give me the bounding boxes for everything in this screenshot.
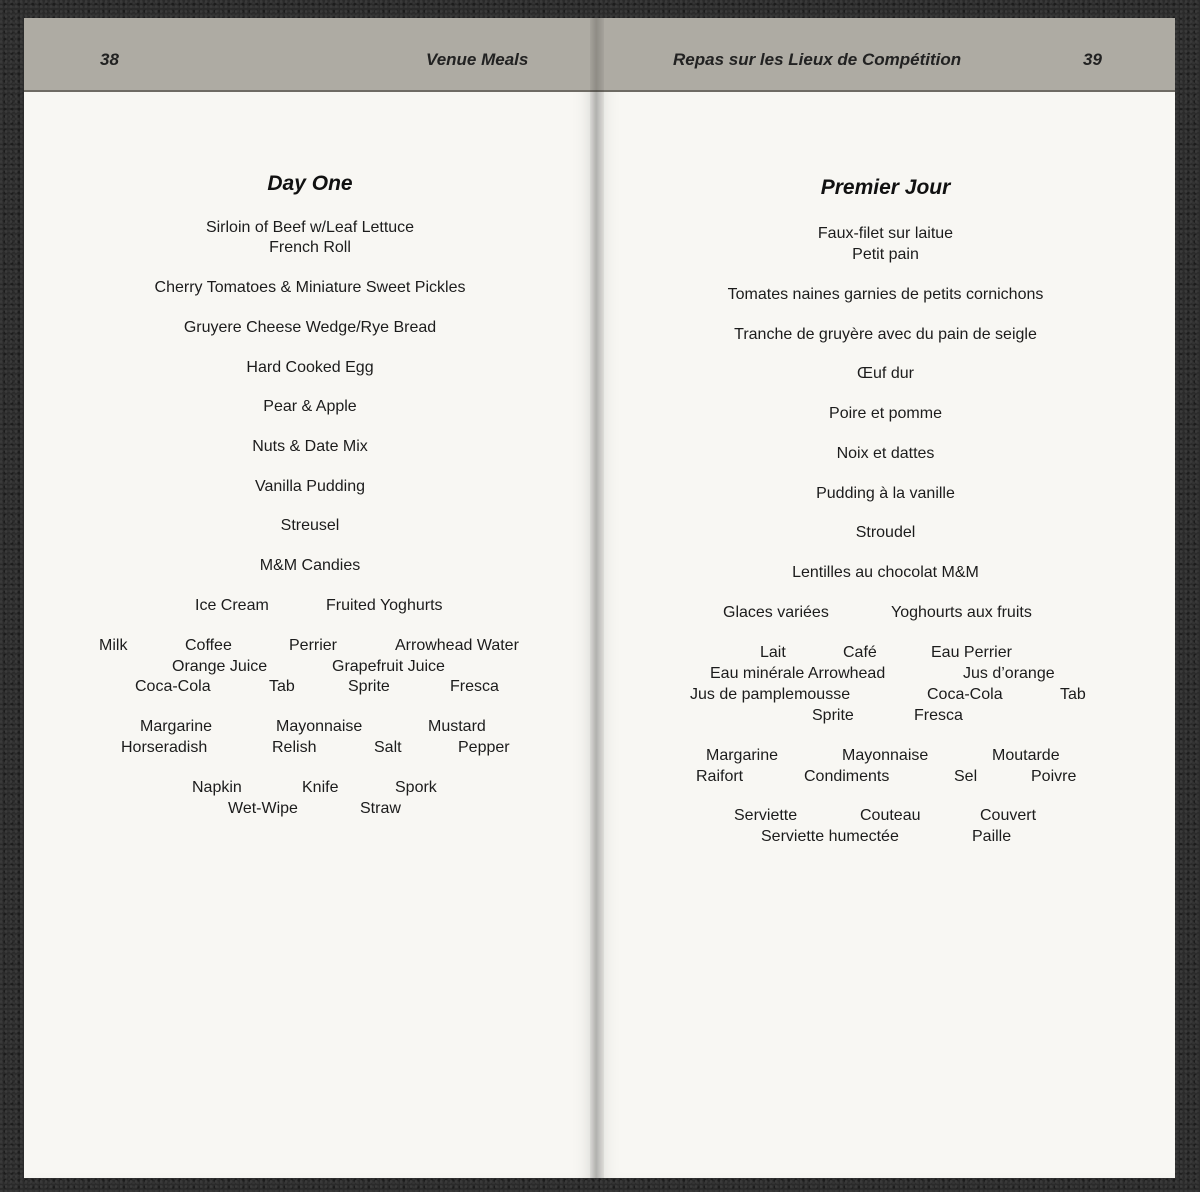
menu-item: Poire et pomme [829, 405, 942, 422]
page-number: 38 [100, 50, 119, 69]
menu-item: Relish [272, 739, 317, 756]
menu-title: Premier Jour [820, 176, 951, 199]
menu-item: Café [843, 644, 877, 661]
menu-item: Vanilla Pudding [254, 478, 365, 495]
menu-item: Jus d’orange [963, 665, 1055, 682]
menu-item: Tranche de gruyère avec du pain de seigle [734, 326, 1037, 343]
beverage-row [596, 642, 1175, 663]
beverage-row [596, 705, 1175, 726]
menu-item: Margarine [706, 747, 779, 764]
dessert-row [596, 602, 1175, 623]
menu-item: Petit pain [852, 246, 919, 263]
menu-item: Milk [99, 637, 128, 654]
menu-item: Margarine [140, 718, 213, 735]
utensil-row [24, 798, 596, 819]
menu-item: Napkin [192, 779, 242, 796]
menu-item: Wet-Wipe [228, 800, 298, 817]
menu-item: Sprite [348, 678, 390, 695]
menu-item: Fresca [450, 678, 499, 695]
menu-title: Day One [267, 172, 353, 195]
utensil-row [24, 777, 596, 798]
menu-item: Salt [374, 739, 402, 756]
menu-item: Hard Cooked Egg [246, 359, 374, 376]
menu-item: Mayonnaise [842, 747, 929, 764]
menu-item: Grapefruit Juice [332, 658, 445, 675]
menu-item: Sprite [812, 707, 854, 724]
menu-item: Gruyere Cheese Wedge/Rye Bread [183, 319, 437, 336]
beverage-row [24, 676, 596, 697]
menu-item: Coffee [185, 637, 232, 654]
menu-item: Streusel [280, 517, 340, 534]
page-number: 39 [1083, 50, 1102, 69]
beverage-row [24, 656, 596, 677]
menu-item: Straw [360, 800, 401, 817]
menu-item: Lentilles au chocolat M&M [792, 564, 979, 581]
menu-item: Pepper [458, 739, 510, 756]
menu-item: Noix et dattes [836, 445, 935, 462]
menu-item: Yoghourts aux fruits [891, 604, 1032, 621]
condiment-row [596, 745, 1175, 766]
menu-item: Lait [760, 644, 786, 661]
running-header: Venue Meals [426, 50, 529, 69]
menu-item: Mayonnaise [276, 718, 363, 735]
menu-item: Fresca [914, 707, 963, 724]
beverage-row [596, 684, 1175, 705]
menu-item: Moutarde [992, 747, 1060, 764]
menu-item: Pudding à la vanille [816, 485, 955, 502]
utensil-row [596, 826, 1175, 847]
running-header: Repas sur les Lieux de Compétition [673, 50, 962, 69]
left-page [24, 18, 596, 1178]
beverage-row [24, 635, 596, 656]
menu-item: Serviette humectée [761, 828, 899, 845]
utensil-row [596, 805, 1175, 826]
menu-item: Sirloin of Beef w/Leaf Lettuce [205, 219, 415, 236]
menu-item: Coca-Cola [135, 678, 211, 695]
menu-item: Perrier [289, 637, 338, 654]
menu-item: Fruited Yoghurts [326, 597, 443, 614]
menu-item: Horseradish [121, 739, 208, 756]
menu-item: Spork [395, 779, 437, 796]
menu-item: Couvert [980, 807, 1037, 824]
menu-item: Arrowhead Water [395, 637, 519, 654]
menu-item: Jus de pamplemousse [690, 686, 851, 703]
dessert-row [24, 595, 596, 616]
beverage-row [596, 663, 1175, 684]
menu-item: Eau minérale Arrowhead [710, 665, 886, 682]
right-page [596, 18, 1175, 1178]
menu-item: Pear & Apple [263, 398, 357, 415]
menu-item: Paille [972, 828, 1012, 845]
menu-item: Couteau [860, 807, 921, 824]
menu-item: M&M Candies [259, 557, 361, 574]
menu-item: Stroudel [855, 524, 916, 541]
condiment-row [24, 737, 596, 758]
condiment-row [596, 766, 1175, 787]
menu-item: Glaces variées [723, 604, 829, 621]
menu-item: Orange Juice [172, 658, 268, 675]
condiment-row [24, 716, 596, 737]
menu-item: Coca-Cola [927, 686, 1003, 703]
menu-item: Œuf dur [857, 365, 914, 382]
book-spine [590, 18, 604, 1178]
menu-item: Tab [1060, 686, 1086, 703]
menu-item: Knife [302, 779, 339, 796]
menu-item: Faux-filet sur laitue [817, 225, 954, 242]
menu-item: Tomates naines garnies de petits cornichons [727, 286, 1044, 303]
menu-item: French Roll [269, 239, 351, 256]
menu-item: Eau Perrier [931, 644, 1012, 661]
menu-item: Mustard [428, 718, 486, 735]
menu-item: Nuts & Date Mix [252, 438, 368, 455]
menu-item: Condiments [804, 768, 890, 785]
menu-item: Poivre [1031, 768, 1077, 785]
menu-item: Cherry Tomatoes & Miniature Sweet Pickles [154, 279, 466, 296]
menu-item: Serviette [734, 807, 798, 824]
menu-item: Sel [954, 768, 978, 785]
menu-item: Tab [269, 678, 295, 695]
menu-item: Ice Cream [195, 597, 269, 614]
menu-item: Raifort [696, 768, 744, 785]
